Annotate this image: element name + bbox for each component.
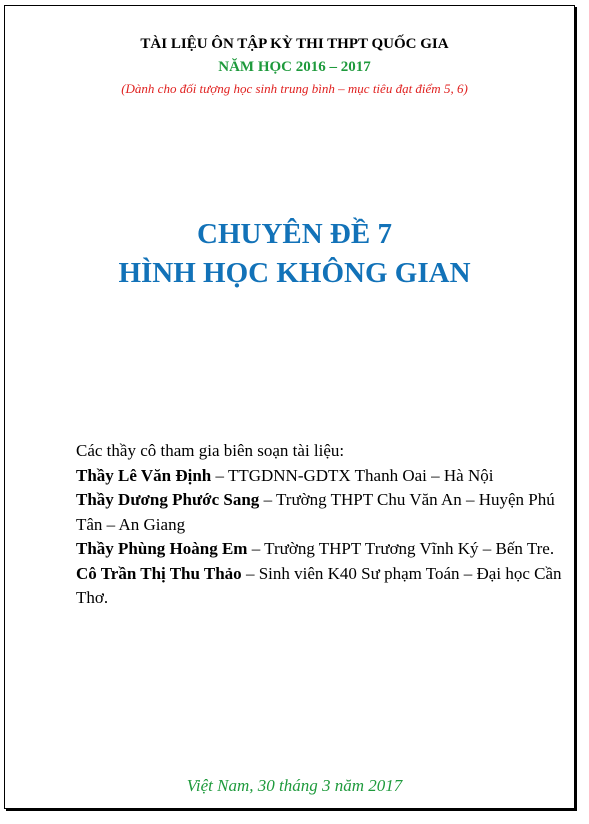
place-date: Việt Nam, 30 tháng 3 năm 2017	[186, 776, 403, 795]
author-name: Thầy Dương Phước Sang	[76, 490, 260, 509]
topic-number: CHUYÊN ĐỀ 7	[197, 218, 392, 250]
author-name: Thầy Phùng Hoàng Em	[76, 539, 248, 558]
authors-intro: Các thầy cô tham gia biên soạn tài liệu:	[76, 441, 345, 460]
page-border	[4, 5, 575, 809]
author-affiliation: – Trường THPT Chu Văn An – Huyện Phú Tân – An Giang	[76, 490, 555, 534]
author-affiliation: – Trường THPT Trương Vĩnh Ký – Bến Tre.	[247, 539, 555, 558]
author-name: Cô Trần Thị Thu Thảo	[76, 563, 242, 583]
author-entry	[76, 537, 562, 562]
author-entry	[76, 464, 562, 489]
school-year: NĂM HỌC 2016 – 2017	[218, 59, 371, 75]
author-affiliation: – TTGDNN-GDTX Thanh Oai – Hà Nội	[211, 465, 494, 485]
authors-section	[76, 439, 562, 611]
document-heading: TÀI LIỆU ÔN TẬP KỲ THI THPT QUỐC GIA	[140, 36, 449, 52]
target-audience-note: (Dành cho đối tượng học sinh trung bình – mục tiêu đạt điểm 5, 6)	[121, 81, 468, 96]
topic-title: HÌNH HỌC KHÔNG GIAN	[118, 257, 471, 289]
author-entry	[76, 488, 562, 537]
author-affiliation: – Sinh viên K40 Sư phạm Toán – Đại học Cần Thơ.	[76, 563, 562, 607]
author-entry	[76, 562, 562, 611]
author-name: Thầy Lê Văn Định	[76, 465, 212, 485]
